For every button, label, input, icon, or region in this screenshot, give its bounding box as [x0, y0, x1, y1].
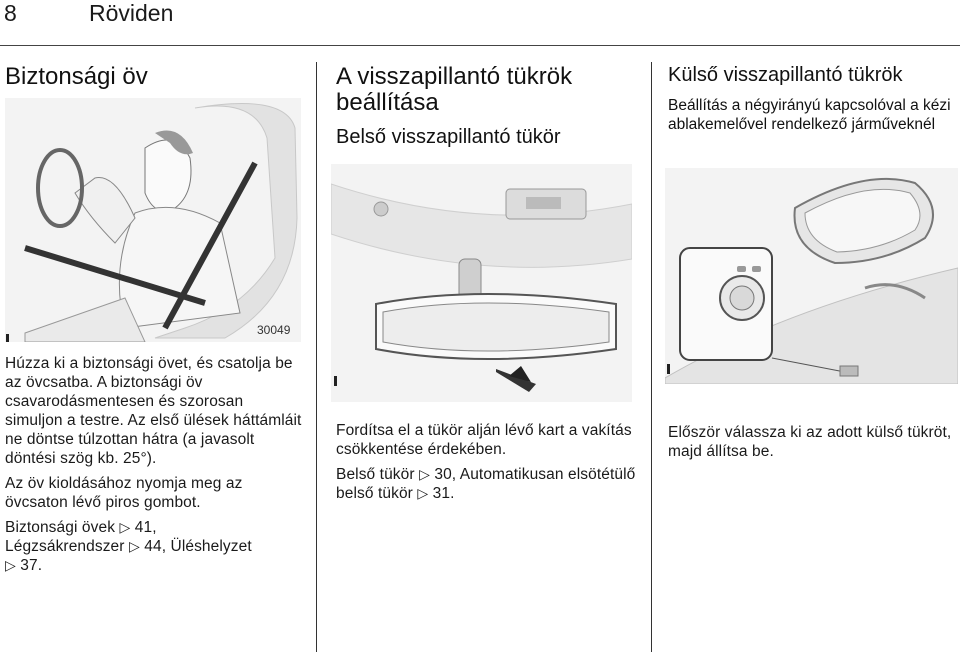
- column-divider-2: [651, 62, 652, 652]
- column-mirrors: [336, 60, 636, 148]
- exterior-mirror-text: [668, 423, 958, 461]
- xref-airbag-page[interactable]: 44, Üléshelyzet: [144, 538, 252, 555]
- figure-mark: [667, 364, 670, 374]
- page-header: [0, 0, 960, 46]
- triangle-right-outline-icon: ▷: [5, 557, 16, 573]
- mirror-text: [336, 421, 636, 503]
- xref-seat-position-page[interactable]: 37.: [20, 557, 43, 574]
- figure-mark: [334, 376, 337, 386]
- section-heading-seat-belt: Biztonsági öv: [5, 63, 148, 90]
- triangle-right-outline-icon: ▷: [119, 519, 131, 535]
- triangle-right-outline-icon: ▷: [419, 466, 430, 482]
- seat-belt-illustration: [5, 98, 301, 342]
- xref-interior-mirror-label: Belső tükör: [336, 466, 415, 483]
- column-seat-belt: [5, 60, 305, 90]
- mirror-paragraph-2: [336, 465, 636, 503]
- seat-belt-paragraph-2: Az öv kioldásához nyomja meg az övcsaton lévő piros gombot.: [5, 475, 243, 511]
- seat-belt-paragraph-3: [5, 518, 305, 575]
- subheading-interior-mirror: Belső visszapillantó tükör: [336, 126, 561, 148]
- figure-number: 30049: [257, 323, 291, 337]
- header-rule: [0, 45, 960, 46]
- interior-mirror-illustration: [331, 164, 632, 402]
- xref-seat-belts-label: Biztonsági övek: [5, 519, 116, 536]
- section-heading-exterior-mirrors: Külső visszapillantó tükrök: [668, 64, 903, 86]
- triangle-right-outline-icon: ▷: [417, 485, 429, 501]
- chapter-title: Röviden: [89, 0, 174, 26]
- section-heading-mirrors: A visszapillantó tükrök beállítása: [336, 63, 573, 116]
- xref-airbag-label: Légzsákrendszer: [5, 538, 125, 555]
- exterior-mirror-paragraph-1: Először válassza ki az adott külső tükröt, majd állítsa be.: [668, 424, 952, 460]
- page-number: 8: [4, 0, 17, 26]
- column-exterior-mirrors: [668, 60, 960, 134]
- seat-belt-paragraph-1: Húzza ki a biztonsági övet, és csatolja be az övcsatba. A biztonsági öv csavarodásmentesen és szorosan simuljon a testre. Az első ülések háttámláit ne döntse túlzottan hátra (a javasolt döntési szög kb. 25°).: [5, 355, 302, 467]
- mirror-paragraph-1: Fordítsa el a tükör alján lévő kart a vakítás csökkentése érdekében.: [336, 422, 632, 458]
- exterior-mirror-switch-illustration: [665, 168, 958, 384]
- triangle-right-outline-icon: ▷: [128, 538, 140, 554]
- subheading-four-way-switch: Beállítás a négyirányú kapcsolóval a kézi ablakemelővel rendelkező járműveknél: [668, 97, 951, 133]
- xref-interior-mirror-page[interactable]: 30, Automatikusan elsötétülő belső tükör: [336, 466, 636, 502]
- xref-auto-dimming-page[interactable]: 31.: [432, 485, 455, 502]
- xref-seat-belts-page[interactable]: 41,: [134, 519, 157, 536]
- seat-belt-text: [5, 354, 305, 575]
- figure-mark: [6, 334, 9, 342]
- column-divider-1: [316, 62, 317, 652]
